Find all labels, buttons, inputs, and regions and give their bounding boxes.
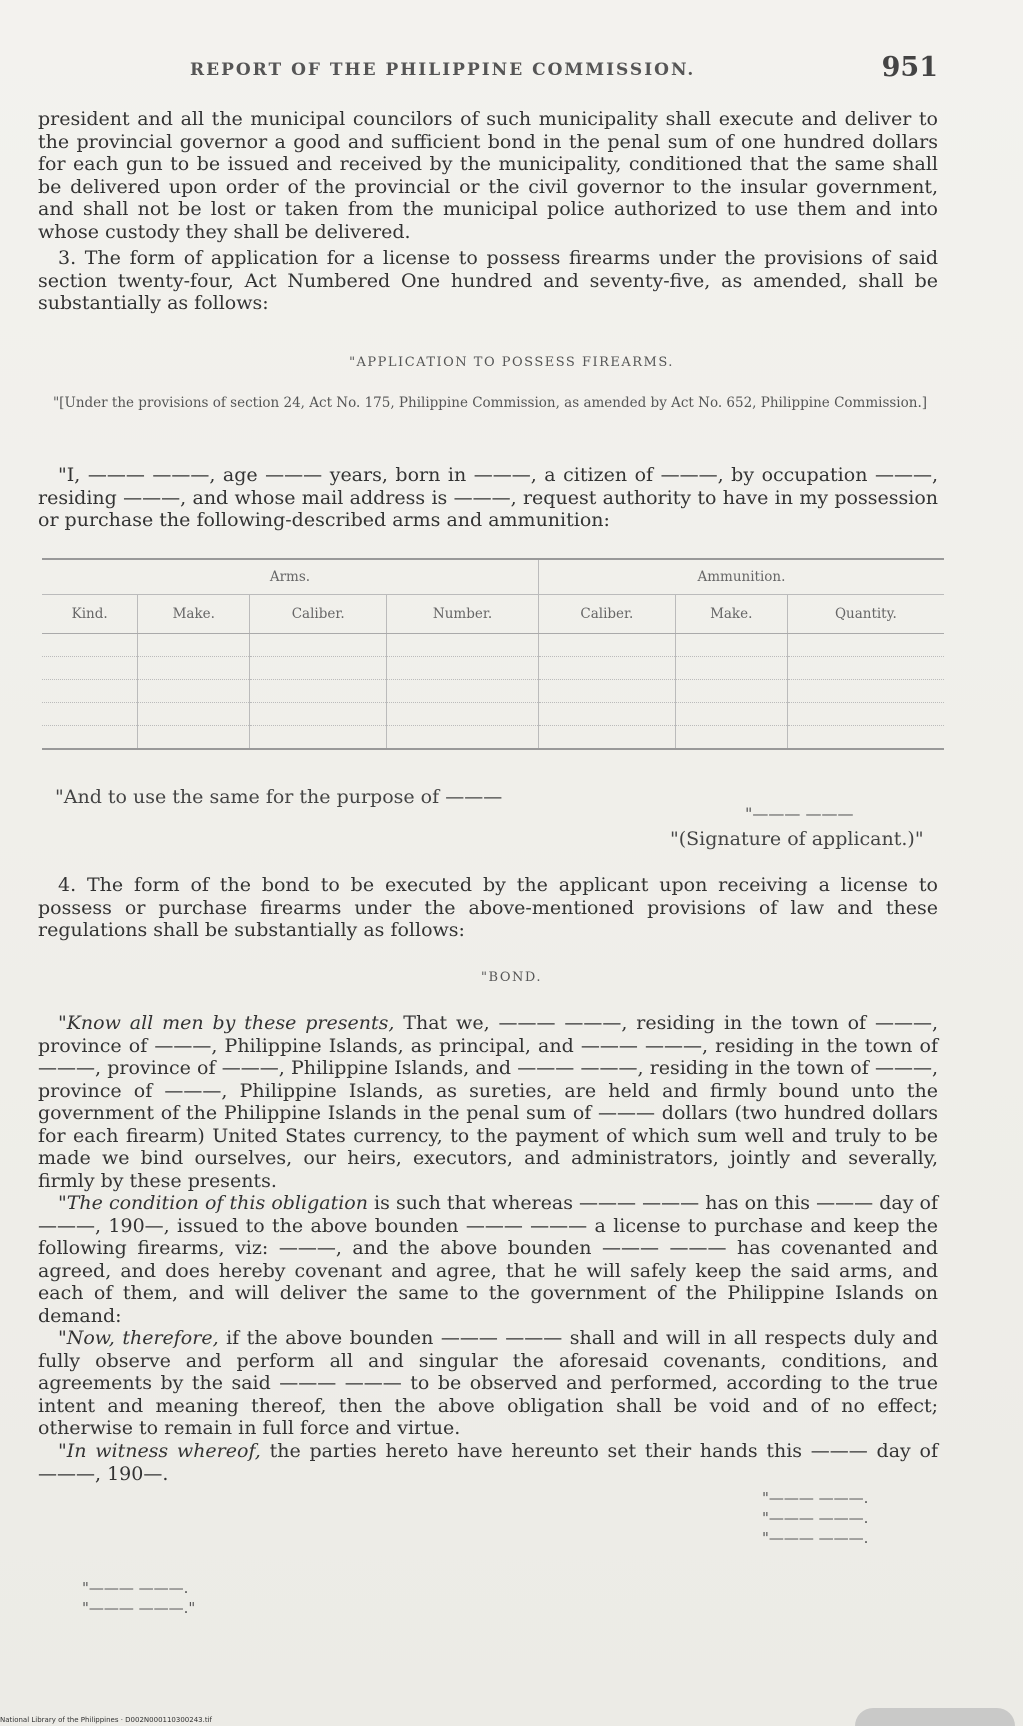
signature-line: "——— ———. (762, 1529, 869, 1547)
bond-text: is such that whereas ——— ——— has on this ——— day of ———, 190—, issued to the above bounden ——— ——— a license to purchase and keep the following firearms, viz: ———, and the above bounden ——— ——— has covenanted and agreed, and does hereby covenant and agree, that he will safely keep the said arms, and each of them, and will deliver the same to the government of the Philippine Islands on demand: (38, 1192, 938, 1327)
bond-text: the parties hereto have hereunto set their hands this ——— day of ———, 190—. (38, 1440, 938, 1485)
signature-line: "——— ———. (82, 1579, 189, 1597)
table-row (42, 680, 944, 703)
signature-line: "——— ———. (762, 1489, 869, 1507)
application-note: "[Under the provisions of section 24, Act No. 175, Philippine Commission, as amended by Act No. 652, Philippine Commission.] (52, 395, 928, 411)
table-row (42, 657, 944, 680)
application-body: "I, ——— ———, age ——— years, born in ———, a citizen of ———, by occupation ———, residing ———, and whose mail address is ———, request authority to have in my possession or purchase the following-described arms and ammunition: (38, 464, 938, 531)
bond-text: if the above bounden ——— ——— shall and will in all respects duly and fully observe and perform all and singular the aforesaid covenants, conditions, and agreements by the said ——— ——— to be observed and performed, according to the true intent and meaning thereof, then the above obligation shall be void and of no effect; otherwise to remain in full force and virtue. (38, 1327, 938, 1439)
column-header: Caliber. (538, 595, 675, 634)
column-header: Make. (675, 595, 787, 634)
arms-ammunition-table (42, 558, 944, 750)
application-heading: "APPLICATION TO POSSESS FIREARMS. (349, 355, 674, 370)
scan-footer: National Library of the Philippines · D002N000110300243.tif (0, 1716, 212, 1724)
bond-heading: "BOND. (481, 970, 542, 985)
bond-paragraph-3 (38, 1327, 938, 1440)
page-number: 951 (881, 52, 938, 83)
table-row (42, 634, 944, 657)
table-row (42, 726, 944, 750)
signature-caption: "(Signature of applicant.)" (670, 828, 924, 850)
bond-paragraph-2 (38, 1192, 938, 1327)
bond-lead-italic: "In witness whereof, (58, 1440, 261, 1462)
column-header: Quantity. (787, 595, 944, 634)
bond-lead-italic: "The condition of this obligation (58, 1192, 368, 1214)
column-header: Number. (387, 595, 539, 634)
running-header (40, 52, 938, 92)
column-header: Make. (138, 595, 250, 634)
paragraph-bond-municipal: president and all the municipal councilors of such municipality shall execute and deliver to the provincial governor a good and sufficient bond in the penal sum of one hundred dollars for each gun to be issued and received by the municipality, conditioned that the same shall be delivered upon order of the provincial or the civil governor to the insular government, and shall not be lost or taken from the municipal police authorized to use them and into whose custody they shall be delivered. (38, 108, 938, 243)
header-title: REPORT OF THE PHILIPPINE COMMISSION. (190, 60, 696, 80)
signature-line: "——— ———. (762, 1509, 869, 1527)
column-header: Caliber. (250, 595, 387, 634)
scan-smudge (855, 1708, 1015, 1726)
bond-text: That we, ——— ———, residing in the town of ———, province of ———, Philippine Islands, as principal, and ——— ———, residing in the town of ———, province of ———, Philippine Islands, and ——— ———, residing in the town of ———, province of ———, Philippine Islands, as sureties, are held and firmly bound unto the government of the Philippine Islands in the penal sum of ——— dollars (two hundred dollars for each firearm) United States currency, to the payment of which sum well and truly to be made we bind ourselves, our heirs, executors, and administrators, jointly and severally, firmly by these presents. (38, 1012, 939, 1192)
table-row (42, 703, 944, 726)
purpose-line: "And to use the same for the purpose of ——— (55, 786, 503, 808)
group-header-ammunition: Ammunition. (538, 559, 944, 595)
signature-blanks-left (82, 1578, 195, 1618)
signature-line: "——— ———." (82, 1599, 196, 1617)
signature-blanks-right (762, 1488, 868, 1548)
bond-lead-italic: "Know all men by these presents, (58, 1012, 395, 1034)
bond-lead-italic: "Now, therefore, (58, 1327, 219, 1349)
paragraph-section-3: 3. The form of application for a license to possess firearms under the provisions of said section twenty-four, Act Numbered One hundred and seventy-five, as amended, shall be substantially as follows: (38, 247, 938, 314)
signature-blank: "——— ——— (745, 804, 854, 823)
bond-paragraph-1 (38, 1012, 938, 1192)
column-header: Kind. (42, 595, 138, 634)
paragraph-section-4: 4. The form of the bond to be executed by the applicant upon receiving a license to possess or purchase firearms under the above-mentioned provisions of law and these regulations shall be substantially as follows: (38, 874, 938, 941)
group-header-arms: Arms. (42, 559, 538, 595)
bond-paragraph-4 (38, 1440, 938, 1485)
